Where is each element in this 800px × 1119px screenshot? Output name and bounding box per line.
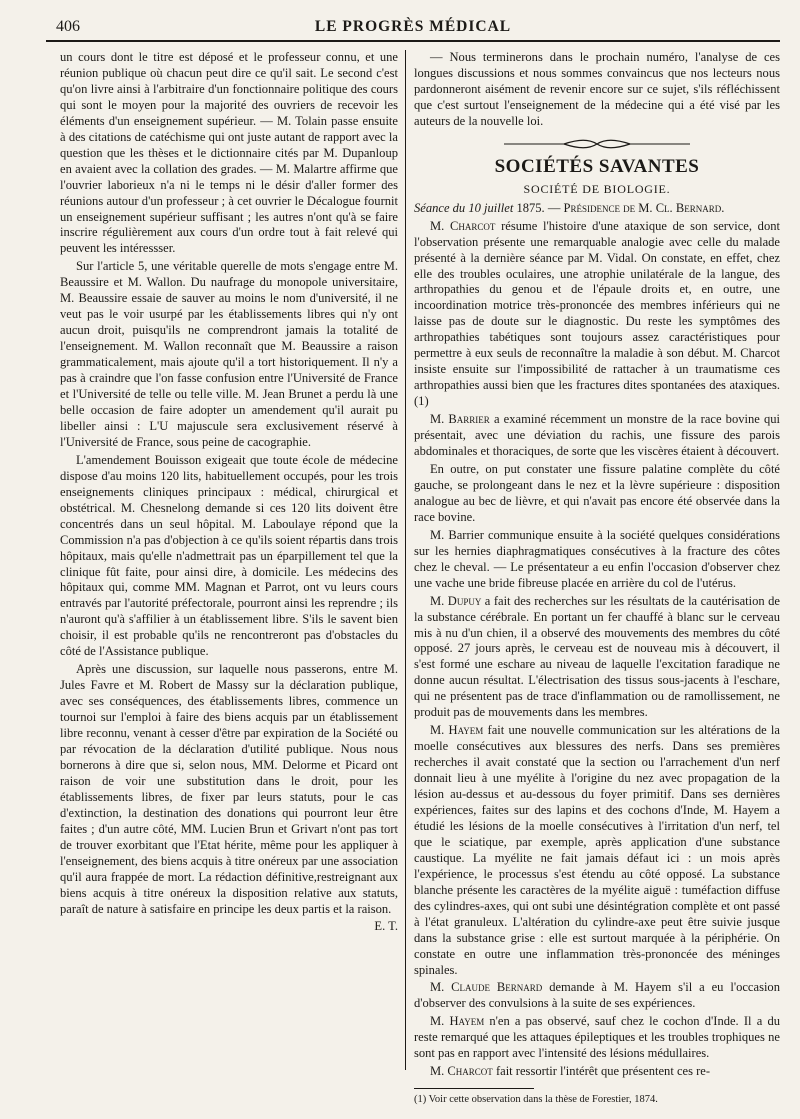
report-text: résume l'histoire d'une ataxique de son service, dont l'observation présente une remarquable analogie avec celle du malade présenté à la dernière séance par M. Vidal. On constate, en effet, chez elle des troubles oculaires, une atrophie unilatérale de la langue, des arthropathies du genou et de l'épaule droits et, en outre, une incoordination motrice très-prononcée des membres inférieurs qui ne laisse pas de doute sur le diagnostic. Du reste les symptômes des arthropathies tabétiques sont toujours assez caractéristiques pour permettre à eux seuls de reconnaître la maladie à son début. M. Charcot insiste ensuite sur l'impossibilité de rattacher à un traumatisme ces arthropathies aussi bien que les fractures dites spontanées des ataxiques. (1) — [414, 218, 780, 409]
speaker-name: M. Hayem — [430, 1014, 485, 1029]
speaker-name: M. Charcot — [430, 218, 496, 233]
speaker-name: M. Barrier — [430, 412, 490, 427]
article-paragraph: Sur l'article 5, une véritable querelle de mots s'engage entre M. Beaussire et M. Wallon. Du naufrage du monopole universitaire, M. Beaussire essaie de sauver au moins le nom d'université, il ne veut pas le voir usurpé par les établissements libres qui n'y ont aucun droit, puisqu'ils ne comprendront jamais la totalité de l'enseignement. M. Wallon reconnaît que M. Beaussire a raison grammaticalement, mais ajoute qu'il a tort historiquement. Il n'y a pas à craindre que l'on fasse confusion entre l'Université de France et l'Université de telle ou telle ville. M. Jean Brunet a perdu là une belle occasion de faire adopter un amendement qu'il aurait pu libeller ainsi : L'U majuscule sera exclusivement réservé à l'Université de France, sous peine de cacographie. — [60, 259, 398, 449]
speaker-name: M. Dupuy — [430, 593, 482, 608]
report-text: n'en a pas observé, sauf chez le cochon d'Inde. Il a du reste remarqué que les attaques épileptiques et les troubles trophiques ne sont pas en rapport avec l'intensité des lésions médullaires. — [414, 1014, 780, 1061]
report-paragraph — [414, 1014, 780, 1062]
report-paragraph — [414, 594, 780, 722]
speaker-name: M. Charcot — [430, 1064, 493, 1079]
report-text: demande à M. Hayem s'il a eu l'occasion d'observer des convulsions à la suite de ses expériences. — [414, 980, 780, 1011]
article-paragraph: L'amendement Bouisson exigeait que toute école de médecine dispose d'au moins 120 lits, habituellement occupés, pour les trois enseignements cliniques principaux : médical, chirurgical et obstétrical. M. Chesnelong demande si ces 120 lits doivent être concentrés dans un seul hôpital. M. Laboulaye répond que la Commission n'a pas d'objection à ce qu'ils soient répartis dans trois hôpitaux, mais qu'elle n'admettrait pas un éparpillement tel que la clinique fût faite, pour ainsi dire, à domicile. Les médecins des hôpitaux qui, comme MM. Magnan et Parrot, ont vu leurs cours entravés par l'autorité préfectorale, pourront ainsi les reprendre ; ils n'auront qu'à s'affilier à un établissement libre. S'ils le savent bien choisir, il est probable qu'ils ne rencontreront pas d'obstacles du côté de l'Assistance publique. — [60, 452, 398, 659]
report-text: fait ressortir l'intérêt que présentent ces re- — [495, 1064, 711, 1079]
page-number: 406 — [56, 18, 80, 35]
article-paragraph: un cours dont le titre est déposé et le professeur connu, et une réunion publique où chacun peut dire ce qu'il sait. Le second c'est qu'on livre ainsi à l'arbitraire d'un fonctionnaire politique des cours qui sont le moyen pour la majorité des ouvriers de recevoir les éléments d'un enseignement supérieur. — M. Tolain passe ensuite à des citations de catéchisme qui ont juste autant de rapport avec la question que les thèses et le dictionnaire cités par M. Dupanloup en avaient avec la collation des grades. — M. Malartre affirme que l'ouvrier laborieux n'a ni le temps ni le désir d'aller former des réunions autour d'un professeur ; à cet ouvrier le Décalogue fournit un enseignement supérieur suffisant ; les autres n'ont qu'à se faire inscrire régulièrement aux cours d'un ordre tout à fait relevé qui peuvent les intéressser. — [60, 50, 398, 256]
report-text: a fait des recherches sur les résultats de la cautérisation de la substance cérébrale. En portant un fer chauffé à blanc sur le cerveau mis à nu d'un chien, il a observé des mouvements des membres du côté opposé. 27 jours après, le cerveau est de nouveau mis à découvert, il s'est formé une eschare au niveau de laquelle l'excitation faradique ne donne aucun résultat. L'électrisation des tissus sous-jacents à l'eschare, qui ne présentent pas de trace d'inflammation ou de ramollissement, ne produit pas de mouvements dans les membres. — [414, 593, 781, 720]
article-paragraph: — Nous terminerons dans le prochain numéro, l'analyse de ces longues discussions et nous sommes convaincus que nos lecteurs nous pardonneront aisément de revenir encore sur ce sujet, s'ils réfléchissent que c'est surtout l'enseignement de la médecine qui a été visé par les auteurs de la nouvelle loi. — [414, 50, 780, 128]
article-signature: E. T. — [374, 919, 398, 934]
report-paragraph: En outre, on put constater une fissure palatine complète du côté gauche, se prolongeant dans le nez et la lèvre supérieure : disposition analogue au bec de lièvre, et qui n'avait pas encore été observée dans la race bovine. — [414, 461, 780, 524]
report-paragraph: M. Barrier communique ensuite à la société quelques considérations sur les hernies diaphragmatiques consécutives à la fracture des côtes chez le cheval. — Le présentateur a eu enfin l'occasion d'observer chez une vache une bride fibreuse placée en arrière du col de l'utérus. — [414, 527, 780, 590]
article-paragraph: Après une discussion, sur laquelle nous passerons, entre M. Jules Favre et M. Robert de Massy sur la déclaration publique, avec ses conséquences, des établissements libres, commence un tournoi sur l'emploi à faire des biens acquis par un établissement libre reconnu, venant à cesser d'être par expiration de la Société ou par révocation de la déclaration d'utilité publique. Nous nous bornerons à dire que si, selon nous, MM. Delorme et Picard ont raison de voir une substitution dans le droit, pour les établissements libres, de fixer par leurs statuts, pour le cas d'extinction, la destination des donations qui pourront leur être faites ; d'un autre côté, MM. Lucien Brun et Grivart n'ont pas tort de trouver exorbitant que l'Etat hérite, même pour les appliquer à l'enseignement, des biens acquis à titre onéreux par une association qu'il aura frappée de mort. La rédaction définitive,restreignant aux biens acquis à titre onéreux la disposition relative aux statuts, paraît de nature à satisfaire en principe les deux partis et la raison. — [60, 662, 398, 916]
subsection-title: SOCIÉTÉ DE BIOLOGIE. — [523, 181, 671, 196]
session-heading — [414, 201, 780, 217]
report-text: fait une nouvelle communication sur les altérations de la moelle consécutives aux blessures des nerfs. Dans ses premières recherches il avait constaté que la section ou l'arrachement d'un nerf donnait lieu à une myélite à l'origine du nez avec propagation de la lésion au-dessus et au-dessous du foyer primitif. Dans ses dernières expériences, faites sur des lapins et des cochons d'Inde, M. Hayem a étudié les lésions de la moelle consécutives à l'irritation d'un nerf, tel que le sciatique, par exemple, après application d'une substance caustique. La myélite ne fait jamais défaut ici : un mois après l'expérience, le processus s'est étendu au côté opposé. La substance blanche présente les caractères de la myélite aiguë : tuméfaction diffuse des cylindres-axes, qui ont subi une désintégration complète et ont passé à l'état granuleux. L'altération du cylindre-axe peut être suivie jusque dans la substance grise : elle est surtout marquée à la périphérie. On constate en outre une inflammation très-prononcée des méninges spinales. — [414, 723, 780, 977]
left-column — [60, 50, 398, 935]
report-paragraph — [414, 219, 780, 410]
ornamental-divider — [414, 138, 780, 150]
report-paragraph — [414, 1064, 780, 1080]
ornament-rule-icon — [414, 138, 780, 150]
column-divider — [405, 50, 406, 1070]
right-column — [414, 50, 780, 1106]
report-paragraph — [414, 980, 780, 1012]
session-year: 1875. — — [516, 200, 561, 215]
speaker-name: M. Hayem — [430, 723, 484, 738]
report-paragraph — [414, 412, 780, 460]
journal-title: LE PROGRÈS MÉDICAL — [314, 18, 512, 35]
report-text: a examiné récemment un monstre de la race bovine qui présentait, avec une déviation du rachis, une fissure des parois abdominales et thoraciques, de sorte que les viscères étaient à découvert. — [414, 412, 780, 459]
session-presidency: Présidence de M. Cl. Bernard. — [563, 200, 725, 215]
footnote-rule — [414, 1088, 534, 1089]
section-title: SOCIÉTÉS SAVANTES — [494, 155, 700, 177]
report-paragraph — [414, 723, 780, 978]
session-date: Séance du 10 juillet — [414, 200, 514, 215]
page-header — [46, 16, 780, 42]
footnote: (1) Voir cette observation dans la thèse de Forestier, 1874. — [414, 1094, 658, 1106]
speaker-name: M. Claude Bernard — [430, 980, 543, 995]
